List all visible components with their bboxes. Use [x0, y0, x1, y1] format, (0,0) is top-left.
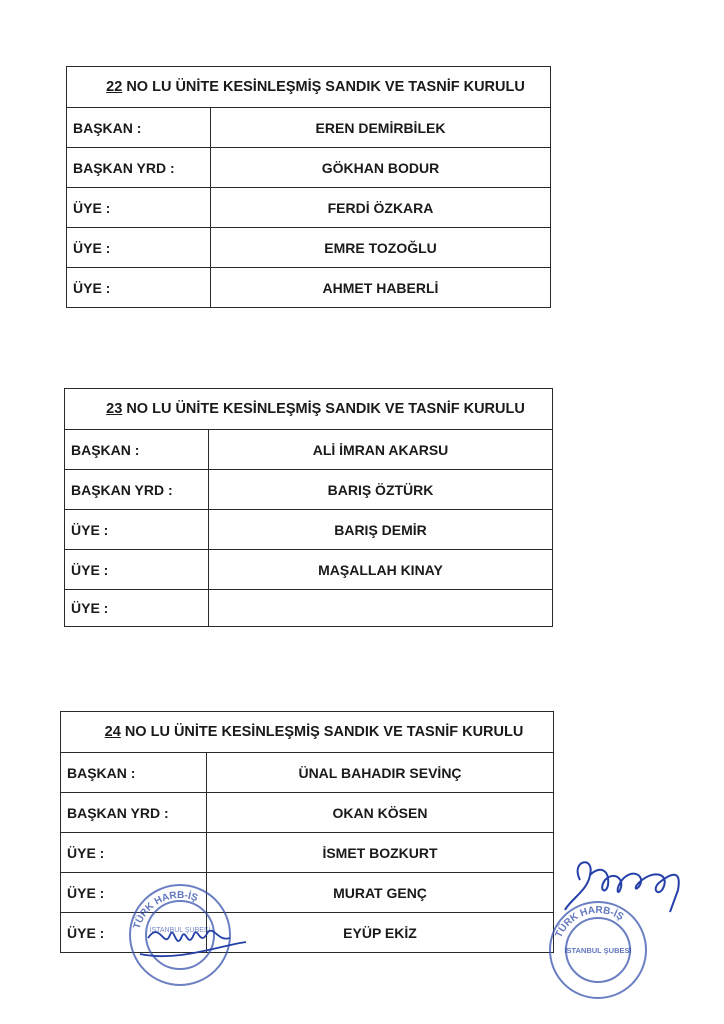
committee-title-row — [65, 389, 553, 430]
table-row — [67, 148, 551, 188]
role-label: BAŞKAN : — [67, 108, 211, 148]
role-label: ÜYE : — [65, 590, 209, 627]
committee-number: 24 — [104, 724, 121, 740]
stamp-top-text: TÜRK HARB-İŞ — [553, 904, 626, 940]
table-row — [61, 753, 554, 793]
table-row — [67, 188, 551, 228]
role-label: ÜYE : — [67, 188, 211, 228]
committee-number: 23 — [106, 401, 123, 417]
role-label: ÜYE : — [61, 873, 207, 913]
member-name: İSMET BOZKURT — [207, 833, 554, 873]
role-label: BAŞKAN : — [61, 753, 207, 793]
role-label: ÜYE : — [65, 510, 209, 550]
stamp-center-text: İSTANBUL ŞUBESİ — [564, 946, 632, 955]
role-label: ÜYE : — [67, 228, 211, 268]
member-name: OKAN KÖSEN — [207, 793, 554, 833]
table-row — [67, 228, 551, 268]
table-row — [65, 430, 553, 470]
right-union-stamp — [538, 895, 658, 1005]
member-name: GÖKHAN BODUR — [211, 148, 551, 188]
table-row — [65, 510, 553, 550]
member-name: AHMET HABERLİ — [211, 268, 551, 308]
member-name: ÜNAL BAHADIR SEVİNÇ — [207, 753, 554, 793]
committee-title — [65, 389, 553, 430]
committee-title-text: NO LU ÜNİTE KESİNLEŞMİŞ SANDIK VE TASNİF KURULU — [122, 401, 525, 417]
table-row — [67, 108, 551, 148]
table-row — [61, 793, 554, 833]
member-name: MURAT GENÇ — [207, 873, 554, 913]
role-label: BAŞKAN YRD : — [65, 470, 209, 510]
member-name — [209, 590, 553, 627]
role-label: ÜYE : — [61, 833, 207, 873]
role-label: ÜYE : — [67, 268, 211, 308]
table-row — [65, 590, 553, 627]
member-name: MAŞALLAH KINAY — [209, 550, 553, 590]
member-name: BARIŞ DEMİR — [209, 510, 553, 550]
stamp-center-text: İSTANBUL ŞUBESİ — [149, 927, 211, 934]
member-name: FERDİ ÖZKARA — [211, 188, 551, 228]
member-name: EYÜP EKİZ — [207, 913, 554, 953]
table-row — [61, 833, 554, 873]
member-name: BARIŞ ÖZTÜRK — [209, 470, 553, 510]
role-label: BAŞKAN : — [65, 430, 209, 470]
committee-title — [61, 712, 554, 753]
committee-title-text: NO LU ÜNİTE KESİNLEŞMİŞ SANDIK VE TASNİF KURULU — [120, 724, 524, 740]
committee-table-23 — [64, 388, 553, 627]
role-label: BAŞKAN YRD : — [67, 148, 211, 188]
member-name: ALİ İMRAN AKARSU — [209, 430, 553, 470]
table-row — [65, 470, 553, 510]
committee-title — [67, 67, 551, 108]
table-row — [67, 268, 551, 308]
role-label: BAŞKAN YRD : — [61, 793, 207, 833]
committee-title-row — [61, 712, 554, 753]
left-union-stamp — [118, 880, 248, 990]
committee-table-22 — [66, 66, 551, 308]
member-name: EMRE TOZOĞLU — [211, 228, 551, 268]
table-row — [65, 550, 553, 590]
committee-title-row — [67, 67, 551, 108]
role-label: ÜYE : — [65, 550, 209, 590]
role-label: ÜYE : — [61, 913, 207, 953]
stamp-top-text: TÜRK HARB-İŞ — [131, 889, 200, 931]
committee-number: 22 — [106, 79, 123, 95]
member-name: EREN DEMİRBİLEK — [211, 108, 551, 148]
committee-title-text: NO LU ÜNİTE KESİNLEŞMİŞ SANDIK VE TASNİF KURULU — [122, 79, 525, 95]
